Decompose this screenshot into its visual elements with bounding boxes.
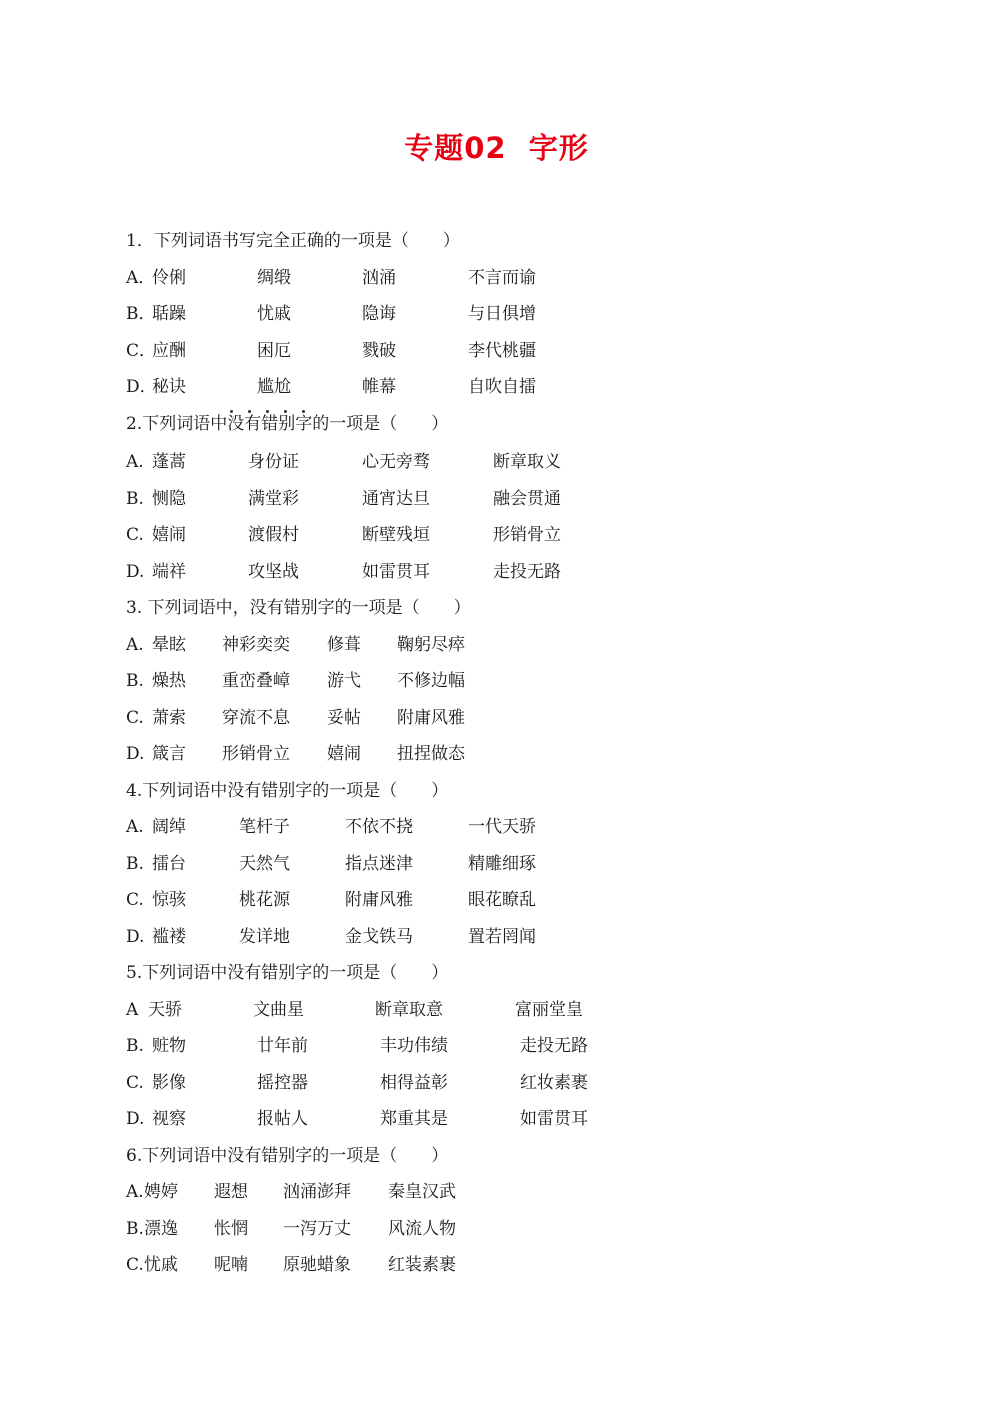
- option-word: 视察: [152, 1109, 186, 1129]
- option-word: 原驰蜡象: [283, 1255, 351, 1275]
- option-word: 困厄: [257, 341, 291, 361]
- option-word: 指点迷津: [345, 854, 413, 874]
- option-word: 附庸风雅: [397, 708, 465, 728]
- option-word: 聒躁: [152, 304, 186, 324]
- option-label: B.: [126, 671, 144, 691]
- option-word: 晕眩: [152, 635, 186, 655]
- option-word: 恻隐: [152, 489, 186, 509]
- option-word: 金戈铁马: [345, 927, 413, 947]
- option-word: 应酬: [152, 341, 186, 361]
- option-label: B.: [126, 489, 144, 509]
- option-word: 嬉闹: [152, 525, 186, 545]
- option-label: A.: [126, 635, 144, 655]
- option-label: B.: [126, 1036, 144, 1056]
- option-label: B.: [126, 1219, 144, 1239]
- option-word: 置若罔闻: [468, 927, 536, 947]
- option-word: 身份证: [248, 452, 299, 472]
- question-6-stem: 6.下列词语中没有错别字的一项是（ ）: [126, 1146, 449, 1166]
- option-word: 汹涌: [362, 268, 396, 288]
- option-word: 呢喃: [214, 1255, 248, 1275]
- option-label: C.: [126, 1073, 144, 1093]
- option-word: 笔杆子: [239, 817, 290, 837]
- option-word: 帷幕: [362, 377, 396, 397]
- option-word: 一泻万丈: [283, 1219, 351, 1239]
- option-word: 秘诀: [152, 377, 186, 397]
- option-label: D．: [126, 377, 157, 397]
- option-label: D.: [126, 1109, 145, 1129]
- option-word: 攻坚战: [248, 562, 299, 582]
- option-word: 自吹自擂: [468, 377, 536, 397]
- option-word: 李代桃疆: [468, 341, 536, 361]
- option-word: 富丽堂皇: [515, 1000, 583, 1020]
- option-word: 蓬蒿: [152, 452, 186, 472]
- option-word: 如雷贯耳: [520, 1109, 588, 1129]
- option-word: 不修边幅: [397, 671, 465, 691]
- option-word: 相得益彰: [380, 1073, 448, 1093]
- option-word: 天然气: [239, 854, 290, 874]
- question-2-stem: 2.下列词语中没有错别字的一项是（ ）: [126, 414, 449, 434]
- option-word: 嬉闹: [327, 744, 361, 764]
- option-word: 报帖人: [257, 1109, 308, 1129]
- option-word: 修葺: [327, 635, 361, 655]
- option-word: 影像: [152, 1073, 186, 1093]
- option-word: 箴言: [152, 744, 186, 764]
- question-5-stem: 5.下列词语中没有错别字的一项是（ ）: [126, 963, 449, 983]
- option-word: 漂逸: [144, 1219, 178, 1239]
- option-word: 红妆素裹: [520, 1073, 588, 1093]
- option-label: A．: [126, 268, 156, 288]
- option-word: 不言而谕: [468, 268, 536, 288]
- option-word: 怅惘: [214, 1219, 248, 1239]
- option-word: 戮破: [362, 341, 396, 361]
- option-word: 忧戚: [257, 304, 291, 324]
- option-word: 摇控器: [257, 1073, 308, 1093]
- option-word: 穿流不息: [222, 708, 290, 728]
- option-word: 惊骇: [152, 890, 186, 910]
- option-word: 郑重其是: [380, 1109, 448, 1129]
- option-word: 萧索: [152, 708, 186, 728]
- question-1-stem: 1．下列词语书写完全正确的一项是（ ）: [126, 231, 460, 251]
- option-word: 形销骨立: [493, 525, 561, 545]
- option-label: A.: [126, 452, 144, 472]
- option-word: 如雷贯耳: [362, 562, 430, 582]
- option-label: A: [126, 1000, 139, 1020]
- option-label: C.: [126, 708, 144, 728]
- option-word: 鞠躬尽瘁: [397, 635, 465, 655]
- option-word: 赃物: [152, 1036, 186, 1056]
- option-label: D.: [126, 562, 145, 582]
- option-label: D.: [126, 927, 145, 947]
- option-word: 融会贯通: [493, 489, 561, 509]
- option-word: 红装素裹: [388, 1255, 456, 1275]
- option-word: 遐想: [214, 1182, 248, 1202]
- option-word: 重峦叠嶂: [222, 671, 290, 691]
- option-word: 断壁残垣: [362, 525, 430, 545]
- option-word: 渡假村: [248, 525, 299, 545]
- option-word: 扭捏做态: [397, 744, 465, 764]
- option-word: 游弋: [327, 671, 361, 691]
- option-word: 丰功伟绩: [380, 1036, 448, 1056]
- option-word: 形销骨立: [222, 744, 290, 764]
- option-word: 与日俱增: [468, 304, 536, 324]
- option-label: C.: [126, 525, 144, 545]
- option-word: 心无旁骛: [362, 452, 430, 472]
- option-word: 附庸风雅: [345, 890, 413, 910]
- option-word: 断章取义: [493, 452, 561, 472]
- option-word: 走投无路: [493, 562, 561, 582]
- option-word: 风流人物: [388, 1219, 456, 1239]
- option-word: 神彩奕奕: [222, 635, 290, 655]
- option-label: D.: [126, 744, 145, 764]
- option-word: 眼花瞭乱: [468, 890, 536, 910]
- option-label: C．: [126, 341, 157, 361]
- option-word: 伶俐: [152, 268, 186, 288]
- option-label: A.: [126, 1182, 144, 1202]
- option-label: C.: [126, 1255, 144, 1275]
- option-word: 妥帖: [327, 708, 361, 728]
- option-word: 擂台: [152, 854, 186, 874]
- option-word: 褴褛: [152, 927, 186, 947]
- question-4-stem: 4.下列词语中没有错别字的一项是（ ）: [126, 781, 449, 801]
- option-label: B.: [126, 854, 144, 874]
- option-word: 天骄: [148, 1000, 182, 1020]
- option-word: 端祥: [152, 562, 186, 582]
- option-word: 满堂彩: [248, 489, 299, 509]
- option-word: 桃花源: [239, 890, 290, 910]
- option-word: 阔绰: [152, 817, 186, 837]
- option-word: 燥热: [152, 671, 186, 691]
- page-title: 专题02 字形: [404, 131, 589, 165]
- option-word: 尴尬: [257, 377, 291, 397]
- option-word: 汹涌澎拜: [283, 1182, 351, 1202]
- option-word: 发详地: [239, 927, 290, 947]
- option-word: 精雕细琢: [468, 854, 536, 874]
- option-word: 断章取意: [375, 1000, 443, 1020]
- option-word: 文曲星: [253, 1000, 304, 1020]
- option-label: C.: [126, 890, 144, 910]
- question-3-stem: 3. 下列词语中，没有错别字的一项是（ ）: [126, 598, 471, 618]
- option-label: A.: [126, 817, 144, 837]
- option-word: 不依不挠: [345, 817, 413, 837]
- option-word: 通宵达旦: [362, 489, 430, 509]
- option-word: 秦皇汉武: [388, 1182, 456, 1202]
- option-word: 忧戚: [144, 1255, 178, 1275]
- option-word: 走投无路: [520, 1036, 588, 1056]
- option-word: 隐诲: [362, 304, 396, 324]
- option-word: 一代天骄: [468, 817, 536, 837]
- option-word: 廿年前: [257, 1036, 308, 1056]
- option-word: 绸缎: [257, 268, 291, 288]
- option-label: B．: [126, 304, 156, 324]
- option-word: 娉婷: [144, 1182, 178, 1202]
